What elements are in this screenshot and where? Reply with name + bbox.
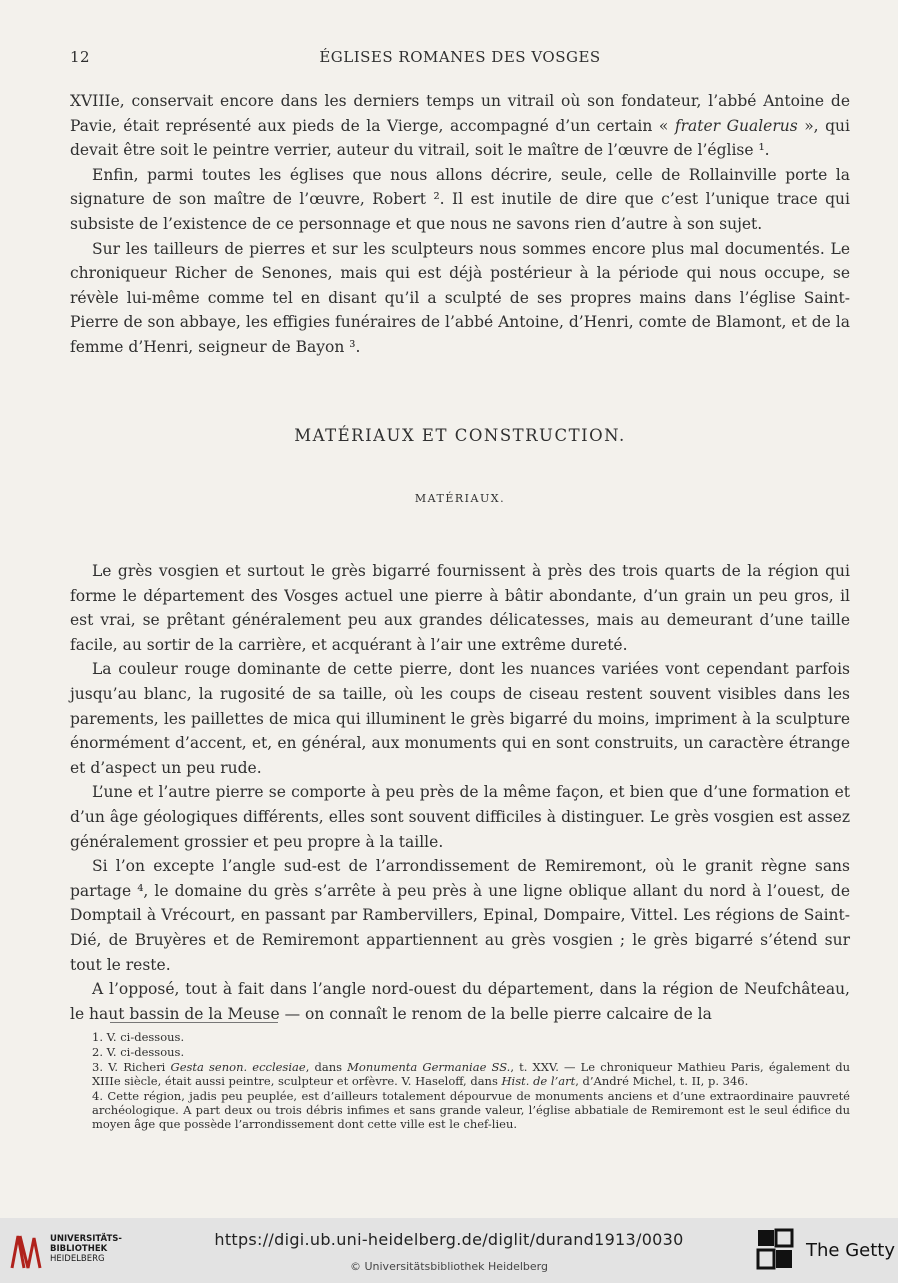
getty-logo-icon (756, 1228, 794, 1272)
footnote-divider (110, 1022, 278, 1023)
running-title: ÉGLISES ROMANES DES VOSGES (319, 48, 601, 66)
paragraph: Sur les tailleurs de pierres et sur les sculpteurs nous sommes encore plus mal documentés. Le chroniqueur Richer de Senones, mais qui est déjà postérieur à la période qui nous occupe, se révèle lui-même comme tel en disant qu’il a sculpté de ses propres mains dans l’église Saint-Pierre de son abbaye, les effigies funéraires de l’abbé Antoine, d’Henri, comte de Blamont, et de la femme d’Henri, seigneur de Bayon ³. (70, 239, 850, 356)
paragraph: La couleur rouge dominante de cette pierre, dont les nuances variées vont cependant parfois jusqu’au blanc, la rugosité de sa taille, où les coups de ciseau restent souvent visibles dans les parements, les paillettes de mica qui illuminent le grès bigarré du moins, impriment à la sculpture énormément d’accent, et, en général, aux monuments qui en sont construits, un caractère étrange et d’aspect un peu rude. (70, 660, 850, 777)
body-text-top (70, 89, 850, 360)
permalink-url[interactable]: https://digi.ub.uni-heidelberg.de/diglit/durand1913/0030 (214, 1230, 684, 1249)
section-title: MATÉRIAUX ET CONSTRUCTION. (294, 426, 626, 445)
partner-name[interactable]: The Getty (806, 1240, 895, 1261)
footnote: 4. Cette région, jadis peu peuplée, est d’ailleurs totalement dépourvue de monuments anciens et d’une extraordinaire pauvreté archéologique. A part deux ou trois débris infimes et sans grande valeur, l’église abbatiale de Remiremont est le seul édifice du moyen âge que possède l’arrondissement dont cette ville est le chef-lieu. (92, 1089, 850, 1131)
paragraph: Le grès vosgien et surtout le grès bigarré fournissent à près des trois quarts de la région qui forme le département des Vosges actuel une pierre à bâtir abondante, d’un grain un peu gros, il est vrai, se prêtant généralement peu aux grandes délicatesses, mais au demeurant d’une taille facile, au sortir de la carrière, et acquérant à l’air une extrême dureté. (70, 562, 850, 654)
footnote: 3. V. Richeri Gesta senon. ecclesiae, dans Monumenta Germaniae SS., t. XXV. — Le chroniqueur Mathieu Paris, également du XIIIe siècle, était aussi peintre, sculpteur et orfèvre. V. Haseloff, dans Hist. de l’art, d’André Michel, t. II, p. 346. (92, 1060, 850, 1088)
running-header (70, 48, 850, 70)
footnote: 1. V. ci-dessous. (92, 1030, 185, 1044)
body-text-bottom (70, 559, 850, 1026)
page-number: 12 (70, 48, 91, 66)
paragraph: L’une et l’autre pierre se comporte à peu près de la même façon, et bien que d’une formation et d’un âge géologiques différents, elles sont souvent difficiles à distinguer. Le grès vosgien est assez généralement grossier et peu propre à la taille. (70, 783, 850, 851)
copyright-notice: © Universitätsbibliothek Heidelberg (349, 1260, 548, 1273)
paragraph: A l’opposé, tout à fait dans l’angle nord-ouest du département, dans la région de Neufchâteau, le haut bassin de la Meuse — on connaît le renom de la belle pierre calcaire de la (70, 980, 850, 1023)
library-name-line3: HEIDELBERG (50, 1254, 105, 1264)
viewer-footer (0, 1218, 898, 1283)
library-name-line2: BIBLIOTHEK (50, 1244, 108, 1254)
paragraph: Enfin, parmi toutes les églises que nous allons décrire, seule, celle de Rollainville porte la signature de son maître de l’œuvre, Robert ². Il est inutile de dire que c’est l’unique trace qui subsiste de l’existence de ce personnage et que nous ne savons rien d’autre à son sujet. (70, 165, 850, 233)
paragraph: Si l’on excepte l’angle sud-est de l’arrondissement de Remiremont, où le granit règne sans partage ⁴, le domaine du grès s’arrête à peu près à une ligne oblique allant du nord à l’ouest, de Domptail à Vrécourt, en passant par Rambervillers, Epinal, Dompaire, Vittel. Les régions de Saint-Dié, de Bruyères et de Remiremont appartiennent au grès vosgien ; le grès bigarré s’étend sur tout le reste. (70, 857, 850, 974)
subsection-title: MATÉRIAUX. (414, 492, 506, 505)
footnotes (92, 1030, 850, 1132)
library-name-line1: UNIVERSITÄTS- (50, 1234, 122, 1244)
footnote: 2. V. ci-dessous. (92, 1045, 185, 1059)
paragraph: XVIIIe, conservait encore dans les derniers temps un vitrail où son fondateur, l’abbé Antoine de Pavie, était représenté aux pieds de la Vierge, accompagné d’un certain « frater Gualerus », qui devait être soit le peintre verrier, auteur du vitrail, soit le maître de l’œuvre de l’église ¹. (70, 92, 850, 160)
